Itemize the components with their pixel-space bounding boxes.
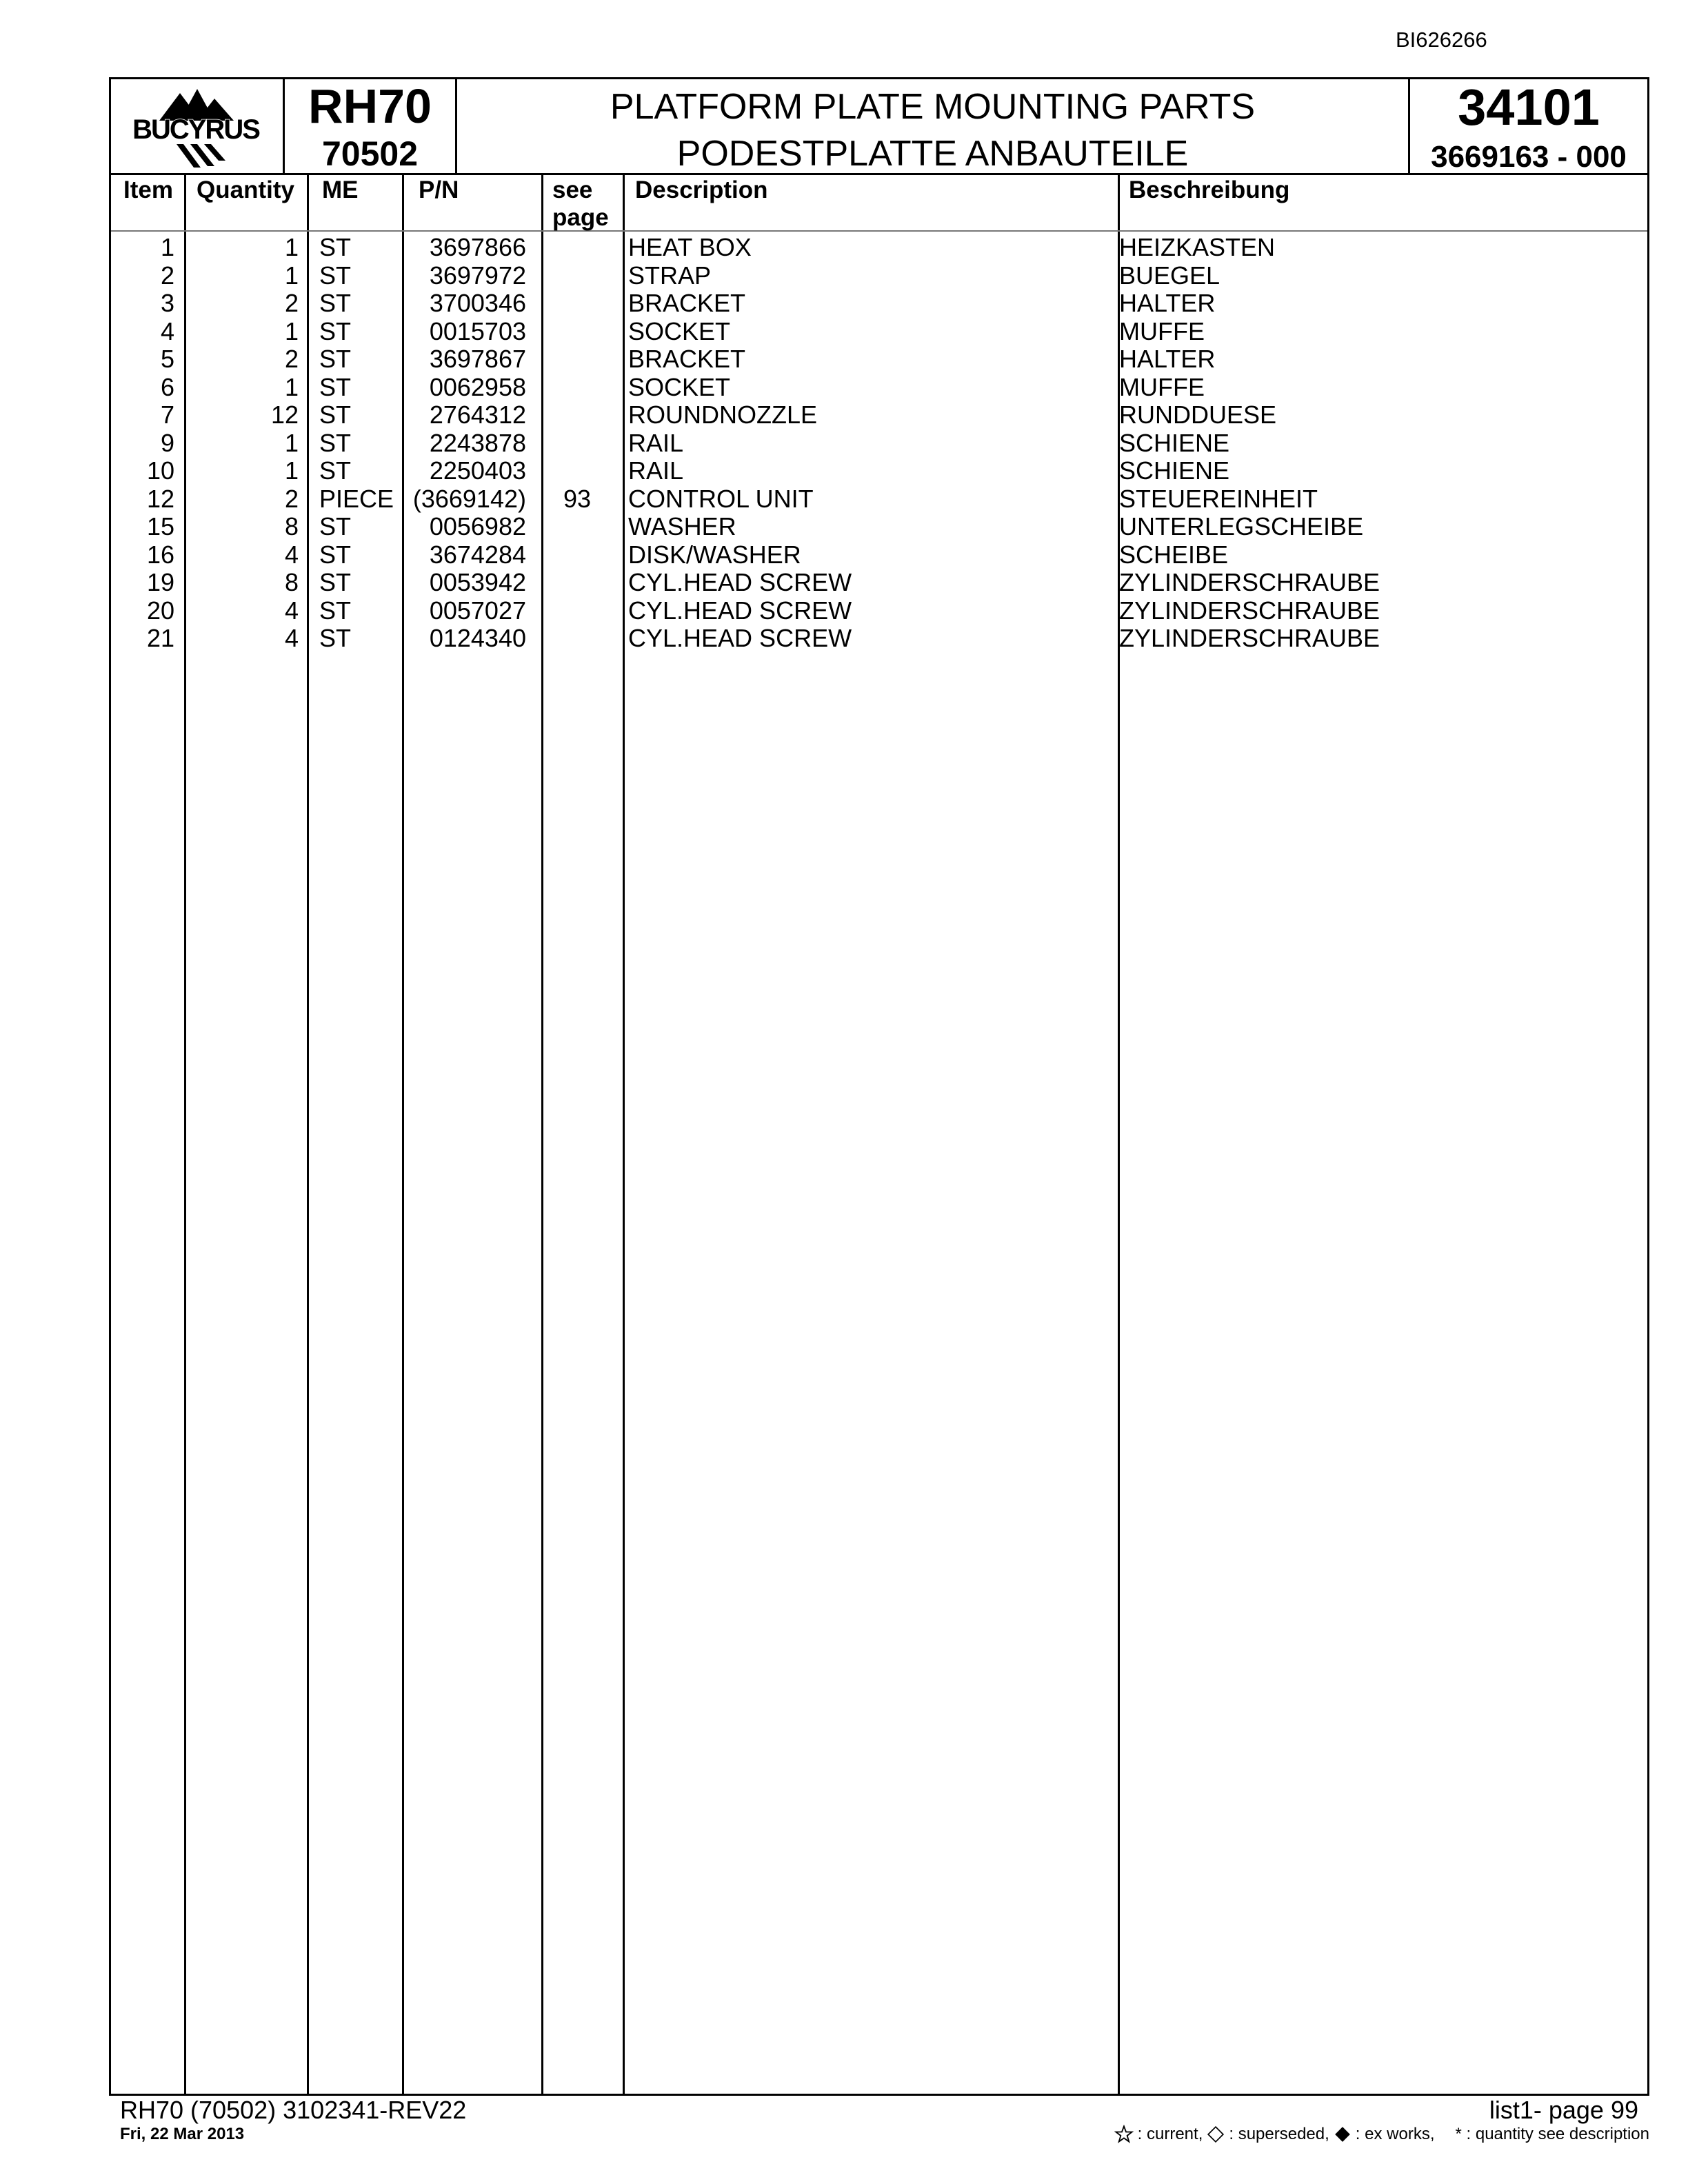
cell-description: BRACKET [628,289,746,317]
cell-quantity: 4 [284,624,299,652]
cell-beschreibung: SCHEIBE [1119,540,1229,569]
cell-item: 21 [146,624,174,652]
cell-quantity: 1 [284,372,299,401]
cell-description: CYL.HEAD SCREW [628,624,852,652]
cell-beschreibung: HALTER [1119,345,1216,373]
legend-current-label: : current, [1137,2125,1203,2143]
cell-part-number: 3700346 [429,289,526,317]
cell-description: HEAT BOX [628,233,752,261]
title-english: PLATFORM PLATE MOUNTING PARTS [610,87,1256,127]
cell-description: SOCKET [628,316,731,345]
table-row [111,401,1647,429]
cell-description: CYL.HEAD SCREW [628,568,852,596]
table-row [111,345,1647,374]
table-row [111,429,1647,458]
column-header-item: Item [123,176,173,203]
cell-me: PIECE [319,484,394,513]
cell-beschreibung: RUNDDUESE [1119,401,1277,429]
model-number: RH70 [308,79,432,133]
cell-quantity: 8 [284,512,299,540]
cell-part-number: 2764312 [429,401,526,429]
cell-quantity: 2 [284,484,299,513]
cell-part-number: 2243878 [429,428,526,457]
footer-page-number: list1- page 99 [1489,2096,1638,2124]
table-row [111,262,1647,290]
cell-beschreibung: SCHIENE [1119,456,1230,485]
column-header-beschreibung: Beschreibung [1129,176,1290,203]
table-row [111,318,1647,346]
footer-document-ref: RH70 (70502) 3102341-REV22 [120,2096,467,2124]
table-row [111,457,1647,485]
table-row [111,234,1647,262]
table-row [111,597,1647,625]
cell-item: 6 [160,372,174,401]
cell-item: 9 [160,428,174,457]
cell-item: 1 [160,233,174,261]
cell-item: 2 [160,261,174,290]
cell-part-number: (3669142) [412,484,526,513]
cell-item: 3 [160,289,174,317]
cell-quantity: 1 [284,233,299,261]
cell-part-number: 2250403 [429,456,526,485]
table-row [111,513,1647,541]
cell-beschreibung: BUEGEL [1119,261,1220,290]
cell-description: BRACKET [628,345,746,373]
cell-part-number: 0015703 [429,316,526,345]
cell-me: ST [319,624,352,652]
cell-me: ST [319,428,352,457]
cell-me: ST [319,512,352,540]
cell-part-number: 3697866 [429,233,526,261]
cell-me: ST [319,596,352,625]
legend-superseded-label: : superseded, [1229,2125,1329,2143]
parts-table [109,175,1649,2096]
legend [1114,2125,1649,2144]
cell-see-page: 93 [563,484,592,513]
table-body [111,234,1647,653]
cell-part-number: 3697867 [429,345,526,373]
cell-beschreibung: HEIZKASTEN [1119,233,1276,261]
cell-me: ST [319,540,352,569]
cell-part-number: 0062958 [429,372,526,401]
cell-part-number: 0053942 [429,568,526,596]
cell-beschreibung: STEUEREINHEIT [1119,484,1318,513]
bucyrus-logo-icon [111,79,281,173]
cell-item: 10 [146,456,174,485]
cell-item: 4 [160,316,174,345]
cell-me: ST [319,568,352,596]
cell-item: 19 [146,568,174,596]
group-number-cell [1410,79,1647,173]
cell-quantity: 1 [284,261,299,290]
cell-beschreibung: MUFFE [1119,372,1205,401]
table-row [111,541,1647,569]
footer-date: Fri, 22 Mar 2013 [120,2125,245,2143]
cell-part-number: 3697972 [429,261,526,290]
cell-item: 16 [146,540,174,569]
document-id: BI626266 [1396,28,1487,52]
cell-quantity: 1 [284,428,299,457]
cell-me: ST [319,456,352,485]
model-cell [285,79,457,173]
cell-beschreibung: ZYLINDERSCHRAUBE [1119,624,1380,652]
cell-quantity: 4 [284,596,299,625]
cell-description: ROUNDNOZZLE [628,401,818,429]
cell-me: ST [319,316,352,345]
cell-beschreibung: HALTER [1119,289,1216,317]
cell-item: 15 [146,512,174,540]
group-subnumber: 3669163 - 000 [1431,140,1627,174]
table-row [111,374,1647,402]
cell-description: RAIL [628,428,684,457]
cell-quantity: 8 [284,568,299,596]
header-separator [111,230,1647,232]
title-german: PODESTPLATTE ANBAUTEILE [676,134,1189,174]
cell-quantity: 2 [284,345,299,373]
star-outline-icon [1114,2125,1134,2144]
model-serial: 70502 [321,134,419,173]
table-row [111,569,1647,597]
cell-quantity: 1 [284,316,299,345]
cell-item: 12 [146,484,174,513]
cell-part-number: 0057027 [429,596,526,625]
column-header-pn: P/N [419,176,459,203]
column-header-description: Description [635,176,768,203]
cell-beschreibung: UNTERLEGSCHEIBE [1119,512,1364,540]
cell-item: 20 [146,596,174,625]
column-header-me: ME [322,176,359,203]
legend-quantity-label: * : quantity see description [1455,2125,1649,2143]
bucyrus-logo [111,79,285,173]
cell-me: ST [319,261,352,290]
cell-description: CYL.HEAD SCREW [628,596,852,625]
cell-beschreibung: SCHIENE [1119,428,1230,457]
cell-description: STRAP [628,261,712,290]
cell-item: 5 [160,345,174,373]
cell-beschreibung: ZYLINDERSCHRAUBE [1119,568,1380,596]
column-header-page: page [552,204,609,231]
diamond-outline-icon [1207,2125,1225,2143]
cell-beschreibung: ZYLINDERSCHRAUBE [1119,596,1380,625]
cell-me: ST [319,233,352,261]
logo-wordmark: BUCYRUS [132,114,259,145]
cell-description: WASHER [628,512,736,540]
group-number: 34101 [1458,79,1600,136]
cell-description: SOCKET [628,372,731,401]
column-header-see: see [552,176,593,203]
table-row [111,485,1647,514]
cell-quantity: 2 [284,289,299,317]
cell-description: RAIL [628,456,684,485]
cell-me: ST [319,289,352,317]
cell-quantity: 12 [270,401,299,429]
diamond-filled-icon [1334,2125,1352,2143]
cell-part-number: 0124340 [429,624,526,652]
cell-description: DISK/WASHER [628,540,801,569]
column-header-quantity: Quantity [197,176,294,203]
cell-me: ST [319,401,352,429]
cell-item: 7 [160,401,174,429]
cell-part-number: 0056982 [429,512,526,540]
legend-ex-works-label: : ex works, [1355,2125,1435,2143]
cell-description: CONTROL UNIT [628,484,814,513]
cell-part-number: 3674284 [429,540,526,569]
cell-me: ST [319,345,352,373]
header-block [109,77,1649,175]
cell-quantity: 1 [284,456,299,485]
table-row [111,625,1647,653]
cell-beschreibung: MUFFE [1119,316,1205,345]
cell-quantity: 4 [284,540,299,569]
title-cell [457,79,1410,173]
cell-me: ST [319,372,352,401]
table-row [111,290,1647,318]
